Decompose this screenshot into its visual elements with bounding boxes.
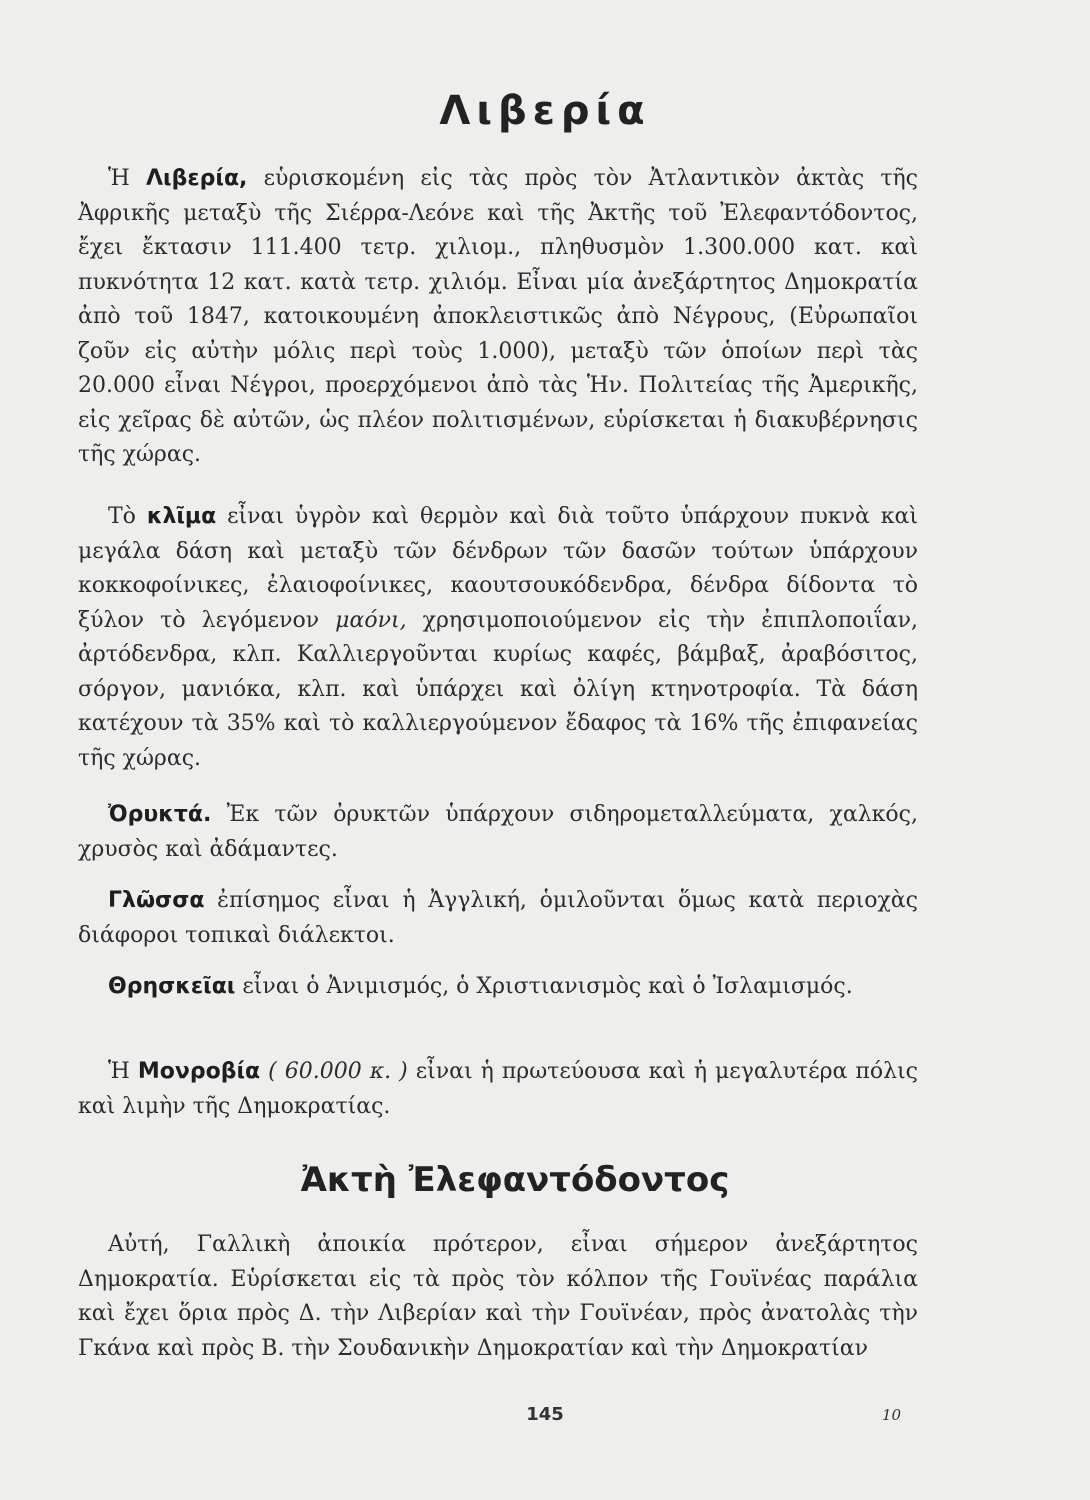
- bold-term: Θρησκεῖαι: [108, 974, 236, 999]
- italic-term: ( 60.000 κ. ): [260, 1059, 408, 1084]
- bold-term: Γλῶσσα: [108, 888, 205, 913]
- bold-term: κλῖμα: [146, 504, 217, 529]
- section-subtitle: Ἀκτὴ Ἐλεφαντόδοντος: [300, 1160, 730, 1200]
- paragraph-language: [78, 884, 918, 953]
- paragraph-text: εὑρισκομένη εἰς τὰς πρὸς τὸν Ἀτλαντικὸν ἀκτὰς τῆς Ἀφρικῆς μεταξὺ τῆς Σιέρρα-Λεόνε καὶ τῆς Ἀκτῆς τοῦ Ἐλεφαντόδοντος, ἔχει ἔκτασιν 111.400 τετρ. χιλιομ., πληθυσμὸν 1.300.000 κατ. καὶ πυκνότητα 12 κατ. κατὰ τετρ. χιλιόμ. Εἶναι μία ἀνεξάρτητος Δημοκρατία ἀπὸ τοῦ 1847, κατοικουμένη ἀποκλειστικῶς ἀπὸ Νέγρους, (Εὐρωπαῖοι ζοῦν εἰς αὐτὴν μόλις περὶ τοὺς 1.000), μεταξὺ τῶν ὁποίων περὶ τὰς 20.000 εἶναι Νέγροι, προερχόμενοι ἀπὸ τὰς Ἡν. Πολιτείας τῆς Ἀμερικῆς, εἰς χεῖρας δὲ αὐτῶν, ὡς πλέον πολιτισμένων, εὑρίσκεται ἡ διακυβέρνησις τῆς χώρας.: [78, 166, 918, 467]
- paragraph-text: εἶναι ὁ Ἀνιμισμός, ὁ Χριστιανισμὸς καὶ ὁ Ἰσλαμισμός.: [235, 974, 853, 999]
- paragraph-text: εἶναι ἡ πρωτεύουσα καὶ ἡ μεγαλυτέρα πόλις καὶ λιμὴν τῆς Δημοκρατίας.: [78, 1059, 918, 1119]
- paragraph-lead: Τὸ: [108, 504, 147, 529]
- signature-mark: 10: [882, 1406, 902, 1424]
- paragraph-lead: Ἡ: [108, 166, 147, 191]
- bold-term: Μονροβία: [137, 1059, 261, 1084]
- paragraph-text: ἐπίσημος εἶναι ἡ Ἀγγλική, ὁμιλοῦνται ὅμως κατὰ περιοχὰς διάφοροι τοπικαὶ διάλεκτοι.: [78, 888, 918, 948]
- paragraph-religion: [78, 970, 918, 1005]
- bold-term: Ὀρυκτά.: [108, 802, 212, 827]
- page-number: 145: [526, 1404, 564, 1425]
- italic-term: μαόνι,: [335, 607, 407, 633]
- bold-term: Λιβερία,: [146, 166, 248, 191]
- paragraph-text: Αὐτή, Γαλλικὴ ἀποικία πρότερον, εἶναι σήμερον ἀνεξάρτητος Δημοκρατία. Εὑρίσκεται εἰς τὰ πρὸς τὸν κόλπον τῆς Γουϊνέας παράλια καὶ ἔχει ὅρια πρὸς Δ. τὴν Λιβερίαν καὶ τὴν Γουϊνέαν, πρὸς ἀνατολὰς τὴν Γκάνα καὶ πρὸς Β. τὴν Σουδανικὴν Δημοκρατίαν καὶ τὴν Δημοκρατίαν: [78, 1232, 918, 1361]
- paragraph-ivory-coast: [78, 1228, 918, 1366]
- paragraph-lead: Ἡ: [108, 1059, 138, 1084]
- paragraph-capital: [78, 1055, 918, 1124]
- paragraph-text: Ἐκ τῶν ὀρυκτῶν ὑπάρχουν σιδηρομεταλλεύματα, χαλκός, χρυσὸς καὶ ἀδάμαντες.: [78, 802, 918, 862]
- paragraph-minerals: [78, 798, 918, 867]
- paragraph-overview: [78, 162, 918, 473]
- paragraph-text: χρησιμοποιούμενον εἰς τὴν ἐπιπλοποιΐαν, ἀρτόδενδρα, κλπ. Καλλιεργοῦνται κυρίως καφές, βάμβαξ, ἀραβόσιτος, σόργον, μανιόκα, κλπ. καὶ ὑπάρχει καὶ ὀλίγη κτηνοτροφία. Τὰ δάση κατέχουν τὰ 35% καὶ τὸ καλλιεργούμενον ἔδαφος τὰ 16% τῆς ἐπιφανείας τῆς χώρας.: [78, 607, 919, 771]
- paragraph-climate: [78, 500, 918, 776]
- paragraph-text: εἶναι ὑγρὸν καὶ θερμὸν καὶ διὰ τοῦτο ὑπάρχουν πυκνὰ καὶ μεγάλα δάση καὶ μεταξὺ τῶν δένδρων τῶν δασῶν τούτων ὑπάρχουν κοκκοφοίνικες, ἐλαιοφοίνικες, καουτσουκόδενδρα, δένδρα δίδοντα τὸ ξύλον τὸ λεγόμενον: [78, 504, 918, 633]
- section-title: Λιβερία: [439, 88, 651, 134]
